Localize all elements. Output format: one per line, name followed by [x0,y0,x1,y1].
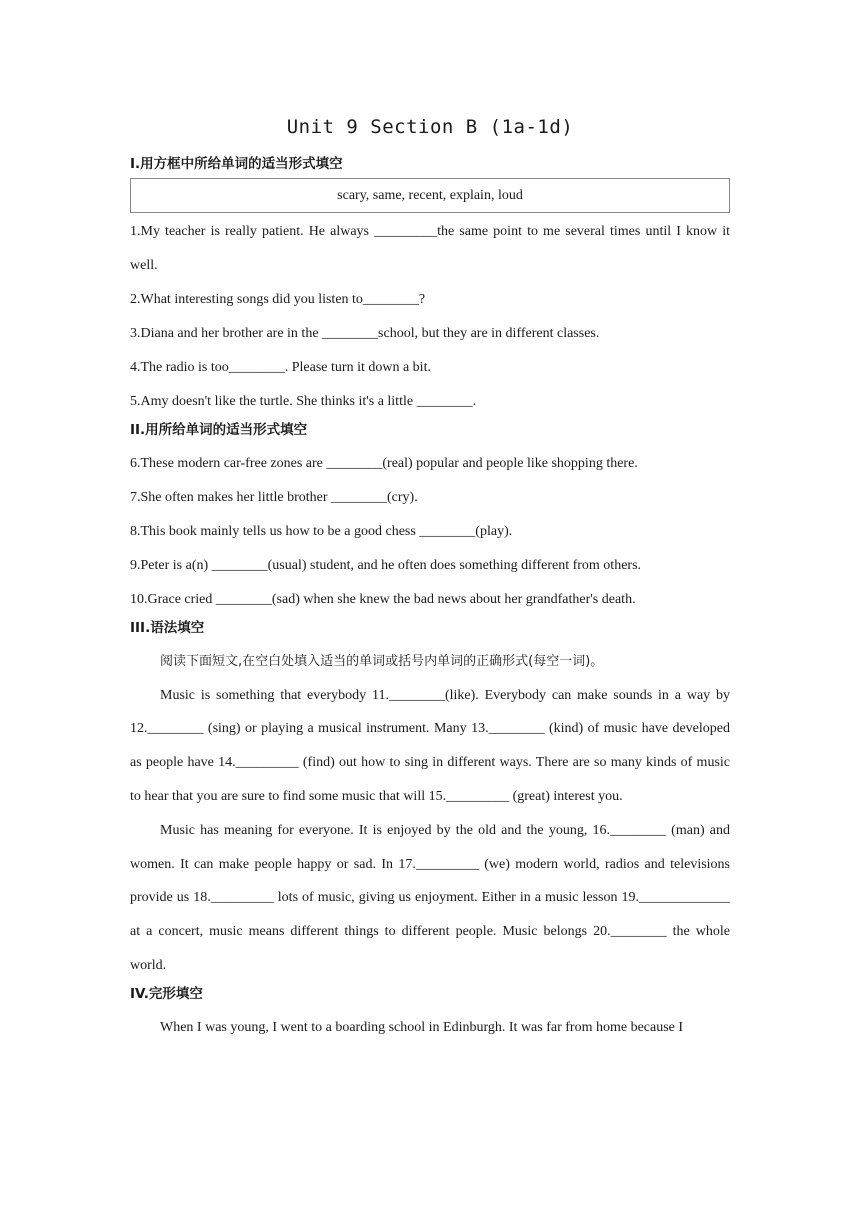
question-6: 6.These modern car-free zones are ________(real) popular and people like shopping there. [130,455,638,471]
question-10: 10.Grace cried ________(sad) when she knew the bad news about her grandfather's death. [130,591,636,607]
question-5: 5.Amy doesn't like the turtle. She thinks it's a little ________. [130,393,477,409]
question-3: 3.Diana and her brother are in the ________school, but they are in different classes. [130,325,600,341]
word-box: scary, same, recent, explain, loud [130,178,730,213]
question-8: 8.This book mainly tells us how to be a good chess ________(play). [130,523,513,539]
question-9: 9.Peter is a(n) ________(usual) student, and he often does something different from others. [130,557,642,573]
cloze-paragraph-1: When I was young, I went to a boarding school in Edinburgh. It was far from home because I [160,1019,684,1035]
section-heading-2: II.用所给单词的适当形式填空 [130,421,308,438]
section-instruction: 阅读下面短文,在空白处填入适当的单词或括号内单词的正确形式(每空一词)。 [160,653,604,669]
section-heading-1: I.用方框中所给单词的适当形式填空 [130,156,343,172]
passage-paragraph-1: Music is something that everybody 11.________(like). Everybody can make sounds in a way by 12.________ (sing) or playing a musical instrument. Many 13.________ (kind) of music have developed as people have 14._________ (find) out how to sing in different ways. There are so many kinds of music to hear that you are sure to find some music that will 15._________ (great) interest you. [130,687,730,804]
question-7: 7.She often makes her little brother ________(cry). [130,489,418,505]
worksheet-content [130,112,730,1045]
page-title: Unit 9 Section B (1a-1d) [286,116,574,138]
question-1: 1.My teacher is really patient. He always _________the same point to me several times until I know it well. [130,224,730,273]
passage-paragraph-2: Music has meaning for everyone. It is enjoyed by the old and the young, 16.________ (man) and women. It can make people happy or sad. In 17._________ (we) modern world, radios and televisions provide us 18._________ lots of music, giving us enjoyment. Either in a music lesson 19._____________ at a concert, music means different things to different people. Music belongs 20.________ the whole world. [130,822,730,973]
section-heading-4: IV.完形填空 [130,985,203,1002]
question-4: 4.The radio is too________. Please turn it down a bit. [130,359,431,375]
question-2: 2.What interesting songs did you listen to________? [130,291,426,307]
section-heading-3: III.语法填空 [130,619,205,636]
